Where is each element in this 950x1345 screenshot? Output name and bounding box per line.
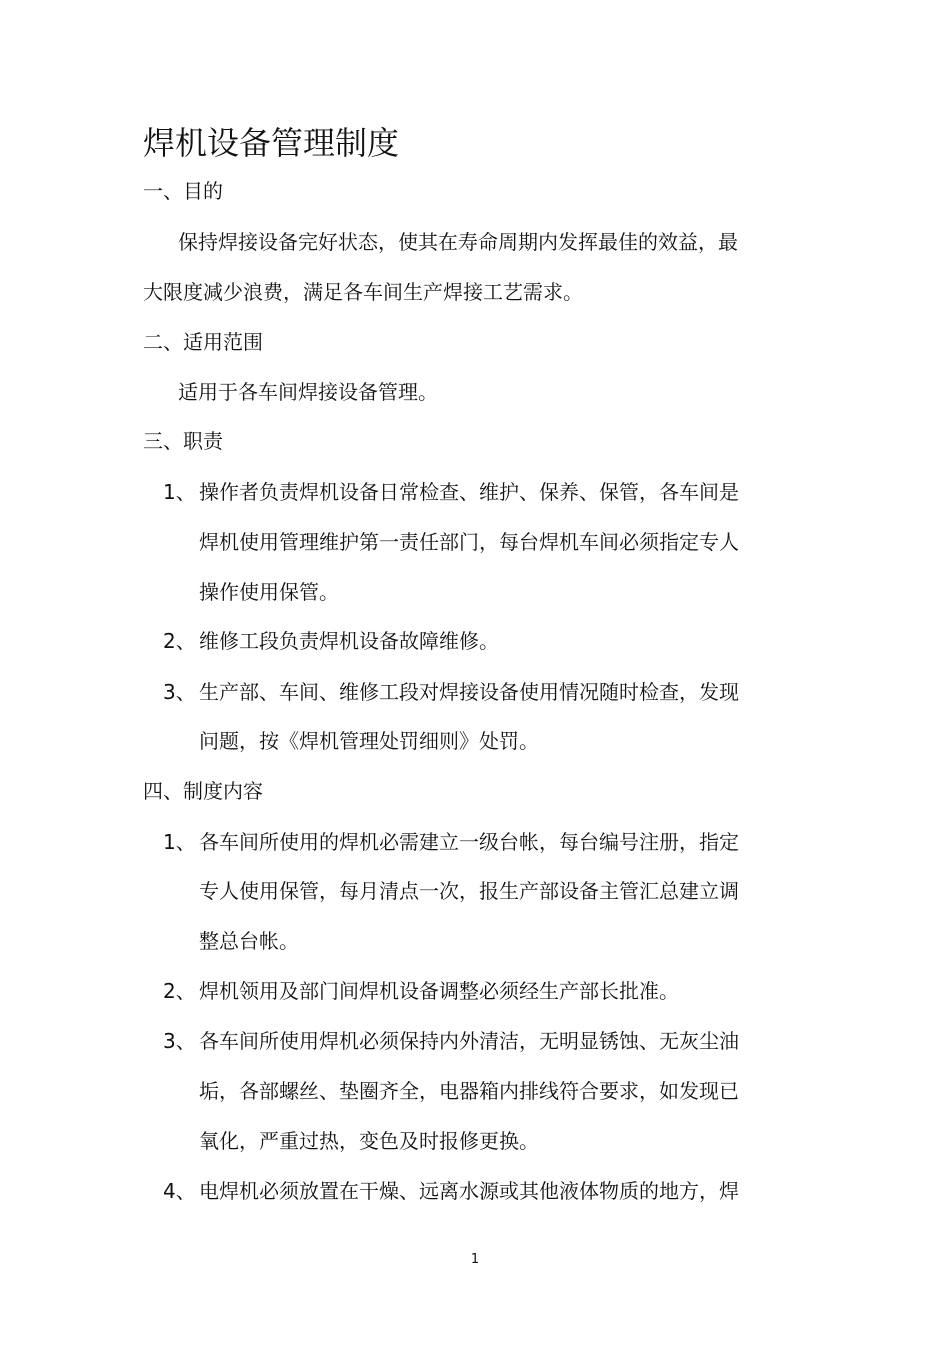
list-item-number: 4、	[163, 1179, 196, 1203]
list-item-number: 2、	[163, 629, 196, 653]
section-heading-duties: 三、职责	[143, 429, 223, 453]
list-item-text: 各车间所使用的焊机必需建立一级台帐，每台编号注册，指定	[199, 830, 739, 854]
list-item-continuation: 垢，各部螺丝、垫圈齐全，电器箱内排线符合要求，如发现已	[199, 1079, 739, 1103]
list-item	[163, 1176, 739, 1206]
list-item-number: 1、	[163, 480, 196, 504]
list-item	[163, 976, 679, 1006]
list-item-continuation: 氧化，严重过热，变色及时报修更换。	[199, 1129, 539, 1153]
list-item-continuation: 整总台帐。	[199, 929, 299, 953]
list-item-continuation: 专人使用保管，每月清点一次，报生产部设备主管汇总建立调	[199, 879, 739, 903]
page-number: 1	[470, 1252, 480, 1267]
list-item-number: 2、	[163, 979, 196, 1003]
list-item-continuation: 焊机使用管理维护第一责任部门，每台焊机车间必须指定专人	[199, 530, 739, 554]
paragraph-line: 适用于各车间焊接设备管理。	[178, 380, 438, 404]
list-item-text: 各车间所使用焊机必须保持内外清洁，无明显锈蚀、无灰尘油	[199, 1029, 739, 1053]
section-heading-scope: 二、适用范围	[143, 330, 263, 354]
list-item	[163, 477, 739, 507]
list-item	[163, 677, 739, 707]
list-item	[163, 827, 739, 857]
list-item-text: 电焊机必须放置在干燥、远离水源或其他液体物质的地方，焊	[199, 1179, 739, 1203]
list-item-text: 生产部、车间、维修工段对焊接设备使用情况随时检查，发现	[199, 680, 739, 704]
list-item-continuation: 操作使用保管。	[199, 580, 339, 604]
list-item	[163, 626, 499, 656]
paragraph-line: 保持焊接设备完好状态，使其在寿命周期内发挥最佳的效益，最	[178, 230, 738, 254]
list-item-number: 1、	[163, 830, 196, 854]
list-item-text: 维修工段负责焊机设备故障维修。	[199, 629, 499, 653]
paragraph-line: 大限度减少浪费，满足各车间生产焊接工艺需求。	[143, 280, 583, 304]
section-heading-purpose: 一、目的	[143, 179, 223, 203]
list-item-text: 操作者负责焊机设备日常检查、维护、保养、保管，各车间是	[199, 480, 739, 504]
list-item-number: 3、	[163, 1029, 196, 1053]
document-title: 焊机设备管理制度	[143, 124, 400, 162]
section-heading-content: 四、制度内容	[143, 779, 263, 803]
list-item-number: 3、	[163, 680, 196, 704]
list-item-continuation: 问题，按《焊机管理处罚细则》处罚。	[199, 729, 539, 753]
list-item-text: 焊机领用及部门间焊机设备调整必须经生产部长批准。	[199, 979, 679, 1003]
list-item	[163, 1026, 739, 1056]
